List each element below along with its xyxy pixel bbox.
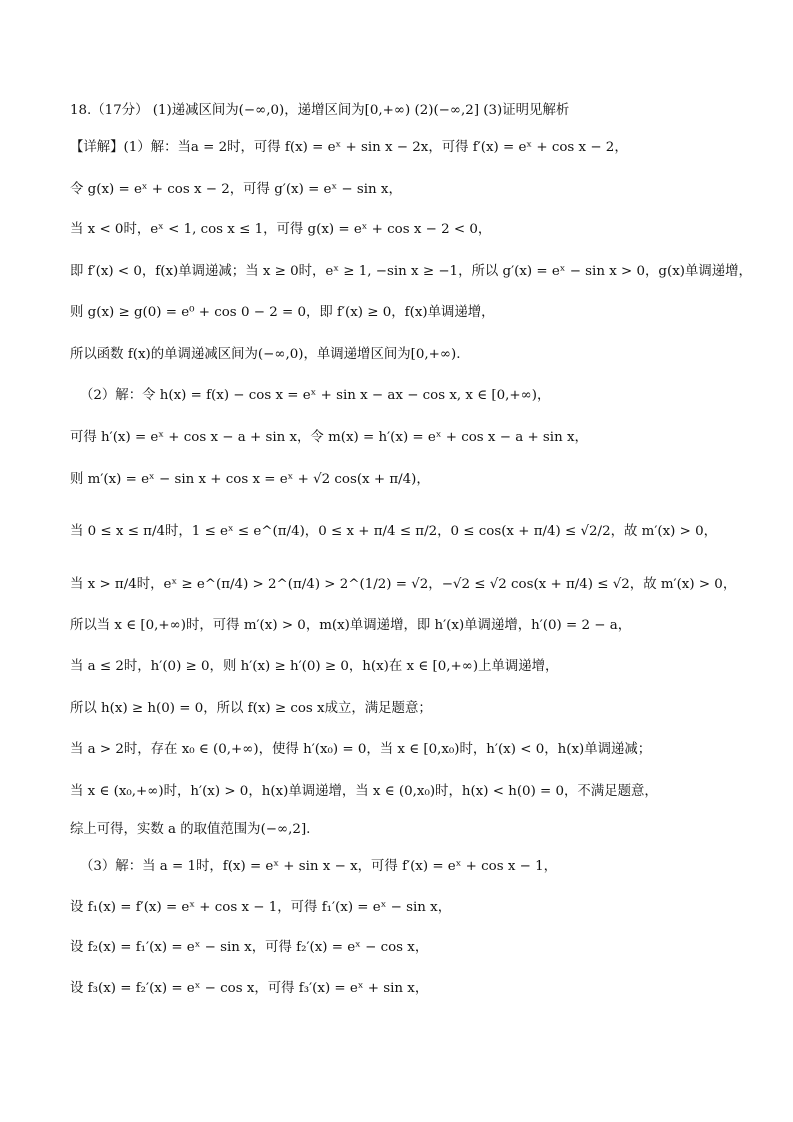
solution-line: 所以函数 f(x)的单调递减区间为(−∞,0)，单调递增区间为[0,+∞). <box>70 347 461 362</box>
solution-line: 当 x > π/4时，eˣ ≥ e^(π/4) > 2^(π/4) > 2^(1/2) = √2，−√2 ≤ √2 cos(x + π/4) ≤ √2，故 m′(x) > 0， <box>70 577 737 592</box>
solution-line: 当 x ∈ (x₀,+∞)时，h′(x) > 0，h(x)单调递增，当 x ∈ (0,x₀)时，h(x) < h(0) = 0，不满足题意， <box>70 784 658 799</box>
solution-line: 则 g(x) ≥ g(0) = e⁰ + cos 0 − 2 = 0，即 f′(x) ≥ 0，f(x)单调递增， <box>70 305 495 320</box>
solution-line: 【详解】(1）解：当a = 2时，可得 f(x) = eˣ + sin x − 2x，可得 f′(x) = eˣ + cos x − 2， <box>70 140 628 155</box>
answer-summary-line: 18.（17分） (1)递减区间为(−∞,0)，递增区间为[0,+∞) (2)(−∞,2] (3)证明见解析 <box>70 103 570 118</box>
solution-line: 当 0 ≤ x ≤ π/4时，1 ≤ eˣ ≤ e^(π/4)，0 ≤ x + π/4 ≤ π/2，0 ≤ cos(x + π/4) ≤ √2/2，故 m′(x) > 0， <box>70 524 718 539</box>
solution-line: （2）解：令 h(x) = f(x) − cos x = eˣ + sin x − ax − cos x, x ∈ [0,+∞)， <box>80 388 551 403</box>
solution-line: 所以当 x ∈ [0,+∞)时，可得 m′(x) > 0，m(x)单调递增，即 h′(x)单调递增，h′(0) = 2 − a， <box>70 618 632 633</box>
solution-line: 则 m′(x) = eˣ − sin x + cos x = eˣ + √2 cos(x + π/4)， <box>70 472 430 487</box>
solution-line: （3）解：当 a = 1时，f(x) = eˣ + sin x − x，可得 f′(x) = eˣ + cos x − 1， <box>80 859 558 874</box>
solution-line: 设 f₂(x) = f₁′(x) = eˣ − sin x，可得 f₂′(x) = eˣ − cos x， <box>70 940 429 955</box>
solution-line: 令 g(x) = eˣ + cos x − 2，可得 g′(x) = eˣ − sin x， <box>70 182 402 197</box>
solution-line: 综上可得，实数 a 的取值范围为(−∞,2]. <box>70 822 311 837</box>
solution-line: 所以 h(x) ≥ h(0) = 0，所以 f(x) ≥ cos x成立，满足题意； <box>70 701 432 716</box>
solution-line: 可得 h′(x) = eˣ + cos x − a + sin x，令 m(x) = h′(x) = eˣ + cos x − a + sin x， <box>70 430 588 445</box>
solution-line: 当 a > 2时，存在 x₀ ∈ (0,+∞)，使得 h′(x₀) = 0，当 x ∈ [0,x₀)时，h′(x) < 0，h(x)单调递减； <box>70 742 652 757</box>
solution-line: 当 a ≤ 2时，h′(0) ≥ 0，则 h′(x) ≥ h′(0) ≥ 0，h(x)在 x ∈ [0,+∞)上单调递增， <box>70 659 559 674</box>
solution-line: 设 f₃(x) = f₂′(x) = eˣ − cos x，可得 f₃′(x) = eˣ + sin x， <box>70 981 429 996</box>
solution-line: 设 f₁(x) = f′(x) = eˣ + cos x − 1，可得 f₁′(x) = eˣ − sin x， <box>70 900 452 915</box>
solution-line: 当 x < 0时，eˣ < 1, cos x ≤ 1，可得 g(x) = eˣ + cos x − 2 < 0， <box>70 222 492 237</box>
solution-line: 即 f′(x) < 0，f(x)单调递减；当 x ≥ 0时，eˣ ≥ 1, −sin x ≥ −1，所以 g′(x) = eˣ − sin x > 0，g(x)单调递增， <box>70 264 752 279</box>
